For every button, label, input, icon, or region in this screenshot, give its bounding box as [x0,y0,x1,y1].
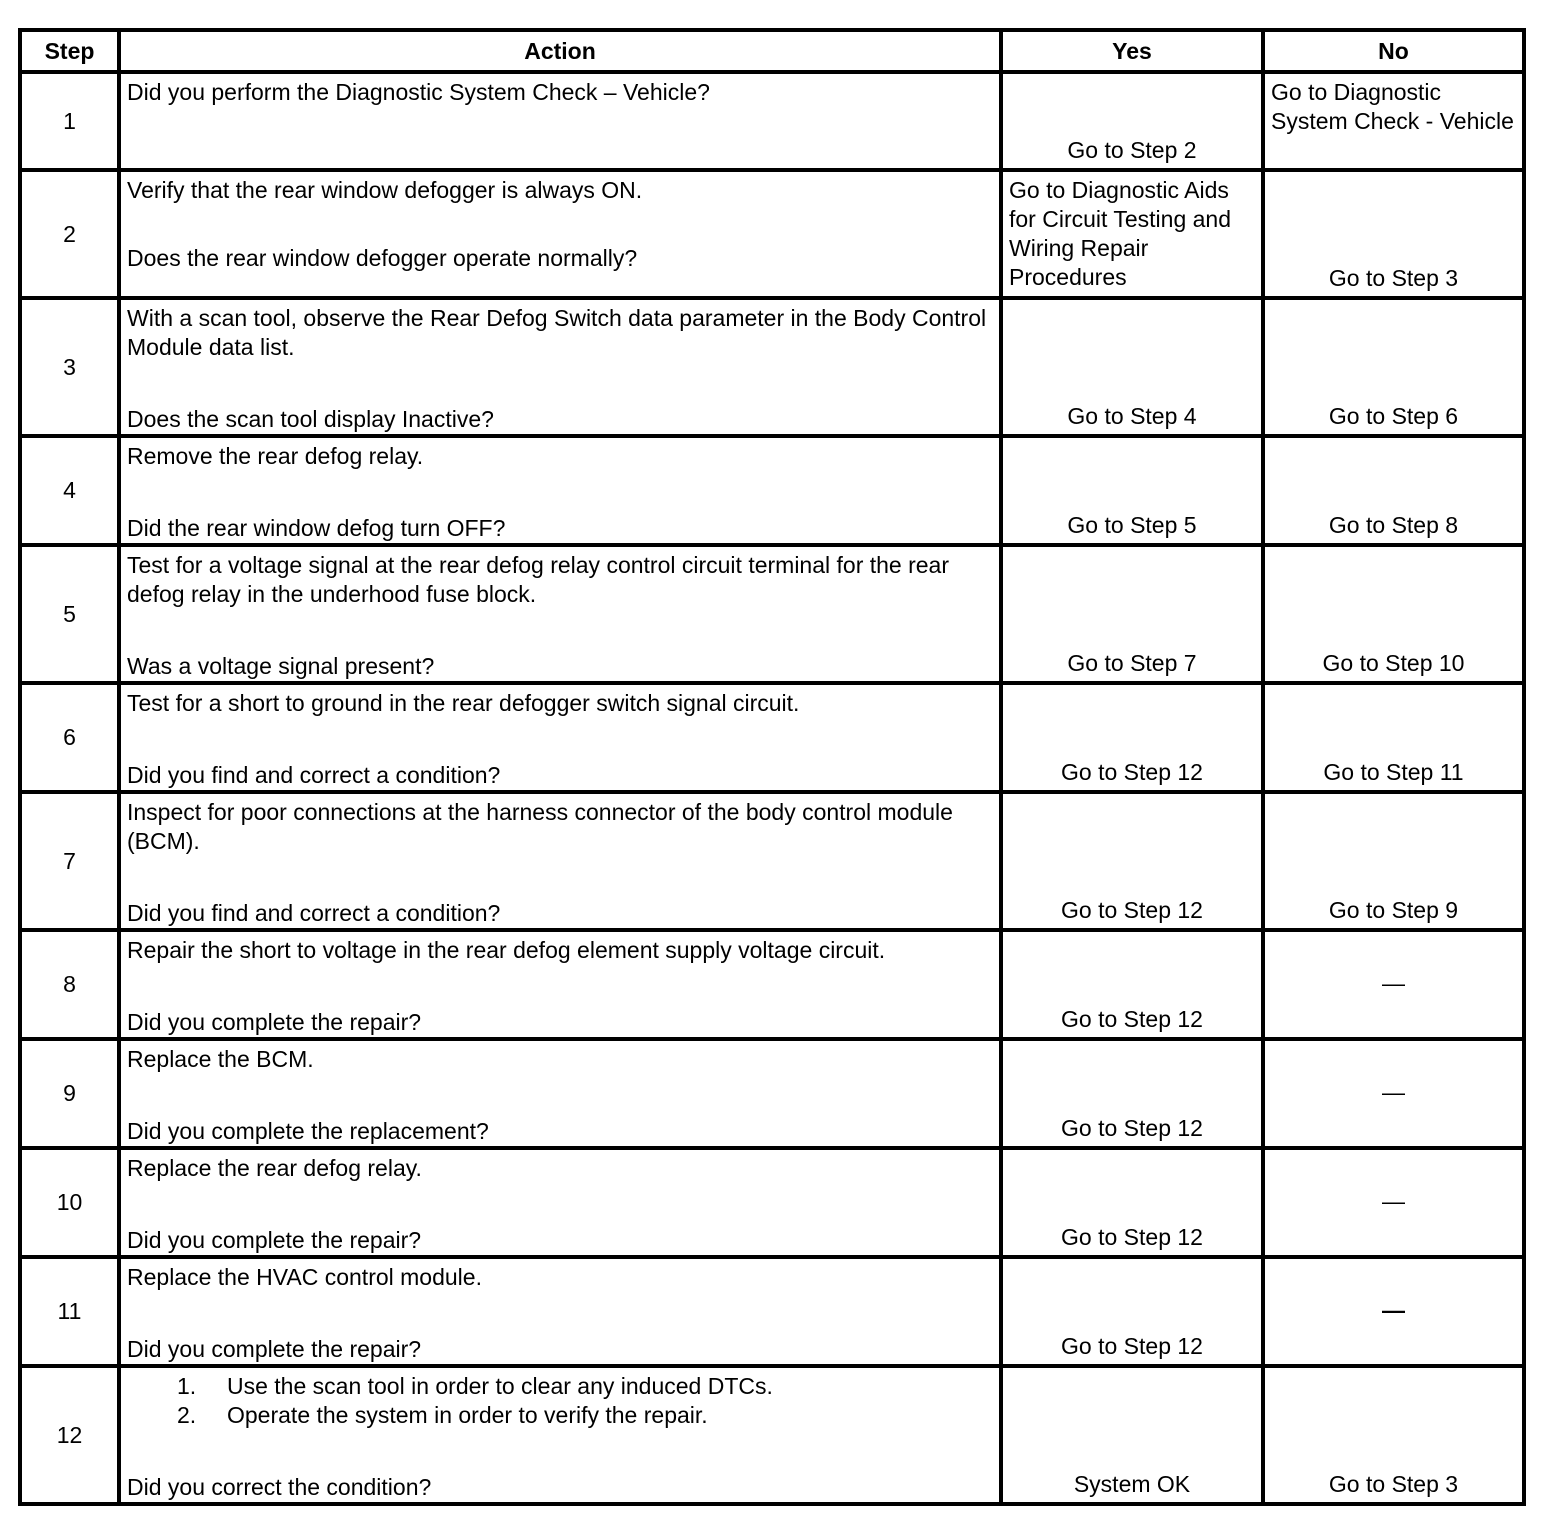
action-cell [119,72,1001,170]
diagnostic-table [18,28,1526,1506]
table-row [20,545,1524,683]
action-question: Did you complete the repair? [127,1336,422,1362]
list-item [177,1372,993,1401]
yes-cell: Go to Step 12 [1001,1148,1263,1257]
yes-cell: Go to Step 12 [1001,1039,1263,1148]
action-cell [119,1148,1001,1257]
action-text: Replace the HVAC control module. [127,1264,482,1290]
action-question: Did you find and correct a condition? [127,900,501,926]
step-number: 10 [20,1148,119,1257]
action-text: Replace the rear defog relay. [127,1155,422,1181]
table-row [20,930,1524,1039]
header-action: Action [119,30,1001,72]
action-text: Did you perform the Diagnostic System Check – Vehicle? [127,79,710,105]
table-row [20,72,1524,170]
header-row [20,30,1524,72]
yes-cell: Go to Step 12 [1001,1257,1263,1366]
no-cell: Go to Step 8 [1263,436,1524,545]
list-item-number: 2. [177,1402,197,1428]
no-cell: Go to Step 3 [1263,1366,1524,1504]
table-row [20,1257,1524,1366]
action-cell [119,683,1001,792]
action-cell [119,298,1001,436]
no-cell: — [1263,930,1524,1039]
action-text: Repair the short to voltage in the rear defog element supply voltage circuit. [127,937,886,963]
action-question: Does the scan tool display Inactive? [127,406,494,432]
list-item-number: 1. [177,1373,197,1399]
step-number: 4 [20,436,119,545]
action-question: Did you find and correct a condition? [127,762,501,788]
yes-cell: Go to Step 7 [1001,545,1263,683]
action-text: Remove the rear defog relay. [127,443,424,469]
step-number: 7 [20,792,119,930]
yes-cell: Go to Step 12 [1001,930,1263,1039]
header-step: Step [20,30,119,72]
action-cell [119,792,1001,930]
action-text: Inspect for poor connections at the harness connector of the body control module (BCM). [127,799,953,854]
no-cell: Go to Step 6 [1263,298,1524,436]
action-cell [119,1366,1001,1504]
table-row [20,1366,1524,1504]
list-item-text: Use the scan tool in order to clear any induced DTCs. [227,1373,773,1399]
step-number: 9 [20,1039,119,1148]
action-text: With a scan tool, observe the Rear Defog Switch data parameter in the Body Control Module data list. [127,305,987,360]
table-row [20,1148,1524,1257]
step-number: 8 [20,930,119,1039]
action-question: Was a voltage signal present? [127,653,435,679]
no-cell: Go to Step 3 [1263,170,1524,298]
header-yes: Yes [1001,30,1263,72]
action-cell [119,930,1001,1039]
action-question: Did you complete the repair? [127,1009,422,1035]
table-row [20,1039,1524,1148]
step-number: 11 [20,1257,119,1366]
table-row [20,170,1524,298]
table-row [20,792,1524,930]
header-no: No [1263,30,1524,72]
step-number: 12 [20,1366,119,1504]
yes-cell: System OK [1001,1366,1263,1504]
action-cell [119,1257,1001,1366]
no-cell: — [1263,1257,1524,1366]
table-row [20,436,1524,545]
action-text: Test for a short to ground in the rear defogger switch signal circuit. [127,690,800,716]
step-number: 5 [20,545,119,683]
no-cell: Go to Diagnostic System Check - Vehicle [1263,72,1524,170]
action-question: Did you complete the replacement? [127,1118,489,1144]
action-question: Did you complete the repair? [127,1227,422,1253]
yes-cell: Go to Step 12 [1001,683,1263,792]
no-cell: — [1263,1039,1524,1148]
list-item-text: Operate the system in order to verify the repair. [227,1402,708,1428]
numbered-list [127,1372,993,1430]
no-cell: Go to Step 10 [1263,545,1524,683]
action-cell [119,545,1001,683]
no-cell: Go to Step 11 [1263,683,1524,792]
yes-cell: Go to Step 12 [1001,792,1263,930]
action-text: Verify that the rear window defogger is always ON. [127,177,643,203]
action-cell [119,436,1001,545]
step-number: 6 [20,683,119,792]
action-question: Did the rear window defog turn OFF? [127,515,506,541]
action-question: Did you correct the condition? [127,1474,432,1500]
action-cell [119,1039,1001,1148]
action-text: Test for a voltage signal at the rear defog relay control circuit terminal for the rear defog relay in the underhood fuse block. [127,552,950,607]
yes-cell: Go to Step 4 [1001,298,1263,436]
yes-cell: Go to Step 2 [1001,72,1263,170]
table-row [20,298,1524,436]
yes-cell: Go to Step 5 [1001,436,1263,545]
action-question: Does the rear window defogger operate normally? [127,245,638,271]
yes-cell: Go to Diagnostic Aids for Circuit Testing and Wiring Repair Procedures [1001,170,1263,298]
table-row [20,683,1524,792]
step-number: 1 [20,72,119,170]
action-text: Replace the BCM. [127,1046,314,1072]
no-cell: Go to Step 9 [1263,792,1524,930]
no-cell: — [1263,1148,1524,1257]
action-cell [119,170,1001,298]
list-item [177,1401,993,1430]
step-number: 2 [20,170,119,298]
step-number: 3 [20,298,119,436]
